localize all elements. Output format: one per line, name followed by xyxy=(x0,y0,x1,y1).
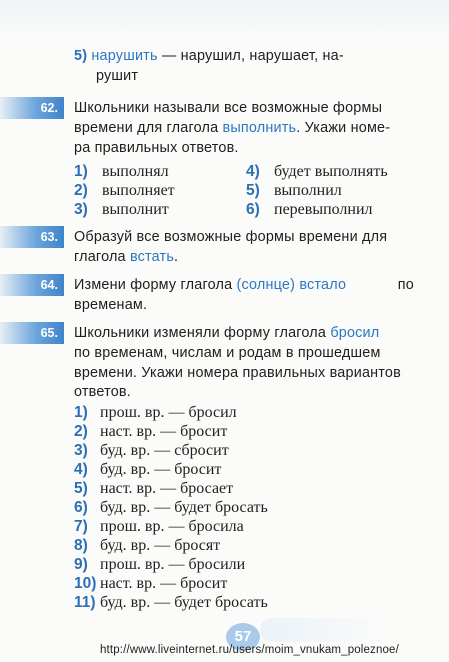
task-65-text-4: ответов. xyxy=(74,384,131,400)
verb-highlight: бросил xyxy=(330,325,380,341)
task-64-text-2: временам. xyxy=(74,297,148,313)
verb-highlight: нарушить xyxy=(91,48,158,64)
task-number-badge: 63. xyxy=(0,226,64,248)
subject-highlight: (солнце) xyxy=(236,277,296,293)
task-63-text-2: глагола встать. xyxy=(74,249,179,265)
answer-option: 2) выполняет xyxy=(74,182,175,199)
task-62-text-1: Школьники называли все возможные формы xyxy=(74,100,383,116)
answer-option: 7) прош. вр. — бросила xyxy=(74,518,244,535)
answer-option: 8) буд. вр. — бросят xyxy=(74,537,221,554)
answer-option: 9) прош. вр. — бросили xyxy=(74,556,246,573)
task-62-text-2: времени для глагола выполнить. Укажи номе- xyxy=(74,120,391,136)
answer-option: 4) будет выполнять xyxy=(246,163,388,180)
page-number: 57 xyxy=(226,623,260,651)
verb-highlight: встать xyxy=(129,249,175,265)
answer-option: 1) выполнял xyxy=(74,163,169,180)
page-header-band xyxy=(0,0,449,40)
task-number-badge: 62. xyxy=(0,97,64,119)
answer-option: 4) буд. вр. — бросит xyxy=(74,461,222,478)
answer-option: 6) перевыполнил xyxy=(246,201,373,218)
task-number-badge: 65. xyxy=(0,322,64,344)
answer-option: 5) выполнил xyxy=(246,182,342,199)
answer-option: 10) наст. вр. — бросит xyxy=(74,575,228,592)
task-64-text-1: Измени форму глагола (солнце) встало по xyxy=(74,277,414,293)
prev-item-line-2: рушит xyxy=(96,68,139,84)
verb-highlight: выполнить xyxy=(222,120,297,136)
task-63-text-1: Образуй все возможные формы времени для xyxy=(74,229,388,245)
answer-option: 3) буд. вр. — сбросит xyxy=(74,442,229,459)
task-62-text-3: ра правильных ответов. xyxy=(74,140,239,156)
answer-option: 1) прош. вр. — бросил xyxy=(74,404,237,421)
answer-option: 2) наст. вр. — бросит xyxy=(74,423,228,440)
answer-option: 11) буд. вр. — будет бросать xyxy=(74,594,268,611)
watermark-url: http://www.liveinternet.ru/users/moim_vnukam_poleznoe/ xyxy=(100,644,399,656)
prev-item-line-1: 5) нарушить — нарушил, нарушает, на- xyxy=(74,48,344,64)
answer-option: 5) наст. вр. — бросает xyxy=(74,480,234,497)
footer-decoration xyxy=(260,618,390,642)
task-65-text-3: времени. Укажи номера правильных вариантов xyxy=(74,365,401,381)
verb-highlight: встало xyxy=(299,277,347,293)
answer-option: 6) буд. вр. — будет бросать xyxy=(74,499,268,516)
task-65-text-2: по временам, числам и родам в прошедшем xyxy=(74,345,381,361)
answer-option: 3) выполнит xyxy=(74,201,169,218)
task-65-text-1: Школьники изменяли форму глагола бросил xyxy=(74,325,380,341)
task-number-badge: 64. xyxy=(0,274,64,296)
